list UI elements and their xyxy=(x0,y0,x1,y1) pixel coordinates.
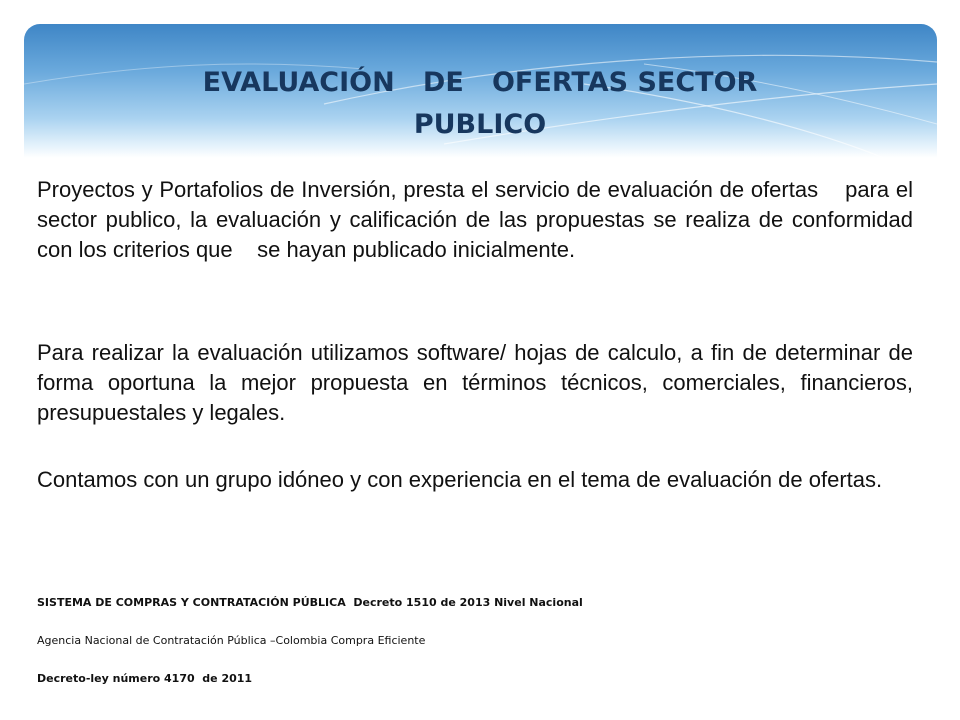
footer-line-agencia: Agencia Nacional de Contratación Pública –Colombia Compra Eficiente xyxy=(37,634,426,647)
footer-line-sistema-compras: SISTEMA DE COMPRAS Y CONTRATACIÓN PÚBLICA Decreto 1510 de 2013 Nivel Nacional xyxy=(37,596,583,609)
footer-line-decreto: Decreto-ley número 4170 de 2011 xyxy=(37,672,253,685)
page-title xyxy=(120,62,840,146)
paragraph-software: Para realizar la evaluación utilizamos software/ hojas de calculo, a fin de determinar de forma oportuna la mejor propuesta en términos técnicos, comerciales, financieros, presupuestales y legales. xyxy=(37,340,926,425)
paragraph-team: Contamos con un grupo idóneo y con experiencia en el tema de evaluación de ofertas. xyxy=(37,467,883,492)
paragraph-service: Proyectos y Portafolios de Inversión, presta el servicio de evaluación de ofertas para el sector publico, la evaluación y calificación de las propuestas se realiza de conformidad con los criterios que se hayan publicado inicialmente. xyxy=(37,177,920,262)
title-line-1: EVALUACIÓN DE OFERTAS SECTOR xyxy=(202,67,758,98)
title-line-2: PUBLICO xyxy=(413,109,547,140)
